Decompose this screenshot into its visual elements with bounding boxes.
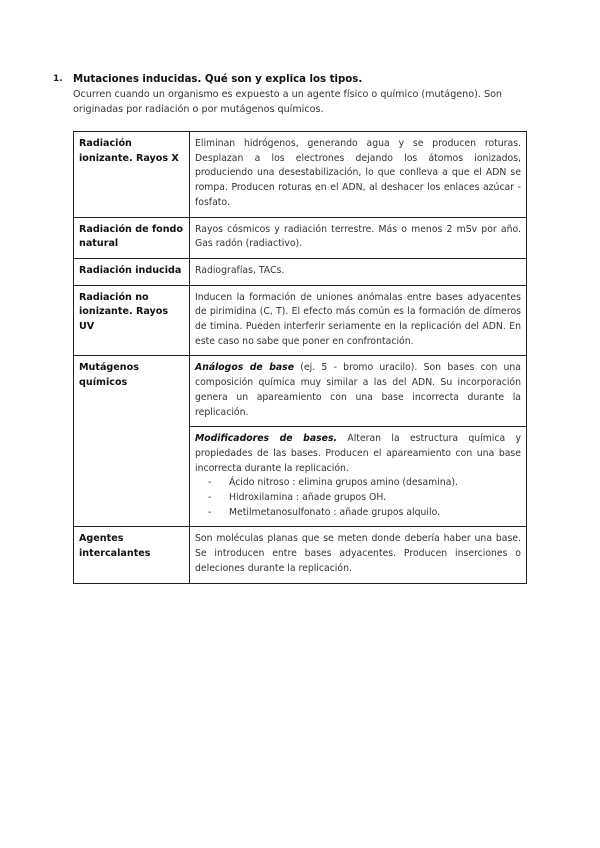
mutations-table — [73, 131, 527, 584]
table-row — [74, 217, 527, 258]
row-label: Radiación ionizante. Rayos X — [74, 132, 190, 218]
list-item: - Hidroxilamina : añade grupos OH. — [195, 491, 521, 506]
row-label: Mutágenos químicos — [74, 356, 190, 527]
intro-paragraph: Ocurren cuando un organismo es expuesto a un agente físico o químico (mutágeno). Son originadas por radiación o por mutágenos químicos. — [73, 89, 503, 115]
table-row — [74, 527, 527, 583]
cell-text: Alteran la estructura química y propiedades de las bases. Producen el apareamiento con una base incorrecta durante la replicación. — [195, 433, 521, 474]
list-item: - Ácido nitroso : elimina grupos amino (desamina). — [195, 476, 521, 491]
row-description: Eliminan hidrógenos, generando agua y se producen roturas. Desplazan a los electrones dejando los átomos ionizados, produciendo una desestabilización, lo que conlleva a que el ADN se rompa. Producen roturas en el ADN, al deshacer los enlaces azúcar - fosfato. — [190, 132, 527, 218]
row-label: Radiación de fondo natural — [74, 217, 190, 258]
row-label: Radiación no ionizante. Rayos UV — [74, 285, 190, 356]
emphasis-term: Modificadores de bases. — [195, 433, 338, 445]
cell-text: (ej. 5 - bromo uracilo). Son bases con una composición química muy similar a las del ADN. Su incorporación genera un apareamiento con una base incorrecta durante la replicación. — [195, 362, 521, 418]
table-row — [74, 285, 527, 356]
section-title: Mutaciones inducidas. Qué son y explica los tipos. — [73, 74, 363, 85]
row-description: Radiografías, TACs. — [190, 258, 527, 285]
table-row — [74, 258, 527, 285]
emphasis-term: Análogos de base — [195, 362, 295, 374]
section-heading — [53, 72, 553, 117]
list-number: 1. — [53, 74, 63, 84]
table-row — [74, 132, 527, 218]
base-analogs-cell — [190, 356, 527, 427]
row-description: Son moléculas planas que se meten donde debería haber una base. Se introducen entre bases adyacentes. Producen inserciones o deleciones durante la replicación. — [190, 527, 527, 583]
row-label: Radiación inducida — [74, 258, 190, 285]
row-description: Rayos cósmicos y radiación terrestre. Más o menos 2 mSv por año. Gas radón (radiactivo). — [190, 217, 527, 258]
list-item: - Metilmetanosulfonato : añade grupos alquilo. — [195, 506, 521, 521]
table-row — [74, 356, 527, 427]
row-label: Agentes intercalantes — [74, 527, 190, 583]
modifiers-list — [195, 476, 521, 520]
base-modifiers-cell — [190, 427, 527, 527]
row-description: Inducen la formación de uniones anómalas entre bases adyacentes de pirimidina (C, T). El efecto más común es la formación de dímeros de timina. Pueden interferir seriamente en la replicación del ADN. En este caso no sabe que poner en confrontación. — [190, 285, 527, 356]
